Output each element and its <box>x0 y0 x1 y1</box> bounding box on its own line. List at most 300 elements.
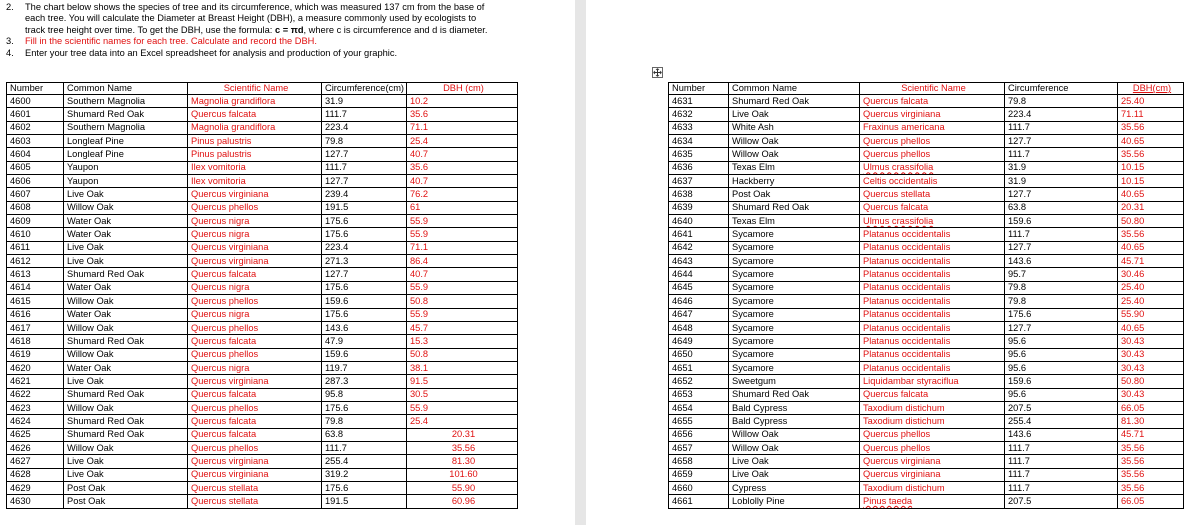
scientific-name-cell[interactable]: Quercus phellos <box>188 201 322 214</box>
tree-number-cell[interactable]: 4610 <box>7 228 64 241</box>
dbh-cell[interactable]: 38.1 <box>407 361 518 374</box>
dbh-cell[interactable]: 81.30 <box>407 455 518 468</box>
circumference-cell[interactable]: 63.8 <box>322 428 407 441</box>
circumference-cell[interactable]: 191.5 <box>322 495 407 508</box>
tree-number-cell[interactable]: 4623 <box>7 401 64 414</box>
circumference-cell[interactable]: 255.4 <box>1005 415 1118 428</box>
scientific-name-cell[interactable]: Pinus palustris <box>188 148 322 161</box>
dbh-cell[interactable]: 35.6 <box>407 108 518 121</box>
circumference-cell[interactable]: 175.6 <box>322 481 407 494</box>
common-name-cell[interactable]: Sycamore <box>729 335 860 348</box>
scientific-name-cell[interactable]: Platanus occidentalis <box>860 268 1005 281</box>
circumference-cell[interactable]: 239.4 <box>322 188 407 201</box>
circumference-cell[interactable]: 159.6 <box>322 295 407 308</box>
tree-number-cell[interactable]: 4656 <box>669 428 729 441</box>
circumference-cell[interactable]: 175.6 <box>322 281 407 294</box>
common-name-cell[interactable]: Yaupon <box>64 161 188 174</box>
tree-number-cell[interactable]: 4641 <box>669 228 729 241</box>
circumference-cell[interactable]: 31.9 <box>322 95 407 108</box>
common-name-cell[interactable]: Live Oak <box>64 375 188 388</box>
circumference-cell[interactable]: 175.6 <box>322 215 407 228</box>
common-name-cell[interactable]: Water Oak <box>64 361 188 374</box>
tree-number-cell[interactable]: 4660 <box>669 481 729 494</box>
tree-number-cell[interactable]: 4638 <box>669 188 729 201</box>
circumference-cell[interactable]: 159.6 <box>1005 375 1118 388</box>
tree-number-cell[interactable]: 4648 <box>669 321 729 334</box>
circumference-cell[interactable]: 159.6 <box>1005 215 1118 228</box>
common-name-cell[interactable]: Willow Oak <box>729 135 860 148</box>
circumference-cell[interactable]: 95.7 <box>1005 268 1118 281</box>
tree-number-cell[interactable]: 4609 <box>7 215 64 228</box>
circumference-cell[interactable]: 175.6 <box>322 308 407 321</box>
common-name-cell[interactable]: Live Oak <box>64 241 188 254</box>
circumference-cell[interactable]: 223.4 <box>322 121 407 134</box>
tree-number-cell[interactable]: 4657 <box>669 441 729 454</box>
scientific-name-cell[interactable]: Quercus falcata <box>188 428 322 441</box>
common-name-cell[interactable]: Willow Oak <box>64 441 188 454</box>
dbh-cell[interactable]: 30.43 <box>1118 335 1184 348</box>
circumference-cell[interactable]: 127.7 <box>322 148 407 161</box>
dbh-cell[interactable]: 40.7 <box>407 148 518 161</box>
common-name-cell[interactable]: Sycamore <box>729 228 860 241</box>
circumference-cell[interactable]: 287.3 <box>322 375 407 388</box>
tree-number-cell[interactable]: 4647 <box>669 308 729 321</box>
tree-number-cell[interactable]: 4600 <box>7 95 64 108</box>
circumference-cell[interactable]: 95.8 <box>322 388 407 401</box>
dbh-cell[interactable]: 25.40 <box>1118 295 1184 308</box>
dbh-cell[interactable]: 35.56 <box>1118 481 1184 494</box>
tree-number-cell[interactable]: 4642 <box>669 241 729 254</box>
common-name-cell[interactable]: Shumard Red Oak <box>64 388 188 401</box>
dbh-cell[interactable]: 10.15 <box>1118 175 1184 188</box>
tree-number-cell[interactable]: 4630 <box>7 495 64 508</box>
common-name-cell[interactable]: Texas Elm <box>729 161 860 174</box>
scientific-name-cell[interactable]: Quercus phellos <box>860 135 1005 148</box>
common-name-cell[interactable]: Shumard Red Oak <box>64 415 188 428</box>
common-name-cell[interactable]: Water Oak <box>64 281 188 294</box>
circumference-cell[interactable]: 95.6 <box>1005 388 1118 401</box>
dbh-cell[interactable]: 55.90 <box>1118 308 1184 321</box>
scientific-name-cell[interactable]: Magnolia grandiflora <box>188 95 322 108</box>
common-name-cell[interactable]: Yaupon <box>64 175 188 188</box>
tree-number-cell[interactable]: 4603 <box>7 135 64 148</box>
common-name-cell[interactable]: Post Oak <box>64 481 188 494</box>
common-name-cell[interactable]: Sycamore <box>729 281 860 294</box>
tree-number-cell[interactable]: 4634 <box>669 135 729 148</box>
scientific-name-cell[interactable]: Quercus falcata <box>860 388 1005 401</box>
tree-number-cell[interactable]: 4620 <box>7 361 64 374</box>
scientific-name-cell[interactable]: Platanus occidentalis <box>860 295 1005 308</box>
scientific-name-cell[interactable]: Quercus virginiana <box>860 108 1005 121</box>
scientific-name-cell[interactable]: Platanus occidentalis <box>860 361 1005 374</box>
dbh-cell[interactable]: 30.46 <box>1118 268 1184 281</box>
common-name-cell[interactable]: Shumard Red Oak <box>64 335 188 348</box>
tree-number-cell[interactable]: 4653 <box>669 388 729 401</box>
dbh-cell[interactable]: 20.31 <box>1118 201 1184 214</box>
scientific-name-cell[interactable]: Ulmus crassifolia <box>860 161 1005 174</box>
tree-number-cell[interactable]: 4640 <box>669 215 729 228</box>
circumference-cell[interactable]: 127.7 <box>1005 135 1118 148</box>
dbh-cell[interactable]: 40.7 <box>407 175 518 188</box>
scientific-name-cell[interactable]: Quercus nigra <box>188 308 322 321</box>
common-name-cell[interactable]: Sycamore <box>729 308 860 321</box>
dbh-cell[interactable]: 45.7 <box>407 321 518 334</box>
tree-number-cell[interactable]: 4604 <box>7 148 64 161</box>
common-name-cell[interactable]: Water Oak <box>64 308 188 321</box>
tree-number-cell[interactable]: 4624 <box>7 415 64 428</box>
scientific-name-cell[interactable]: Celtis occidentalis <box>860 175 1005 188</box>
circumference-cell[interactable]: 95.6 <box>1005 348 1118 361</box>
common-name-cell[interactable]: Texas Elm <box>729 215 860 228</box>
tree-number-cell[interactable]: 4628 <box>7 468 64 481</box>
dbh-cell[interactable]: 40.65 <box>1118 241 1184 254</box>
tree-data-table-right[interactable] <box>668 82 1184 509</box>
scientific-name-cell[interactable]: Platanus occidentalis <box>860 228 1005 241</box>
tree-number-cell[interactable]: 4659 <box>669 468 729 481</box>
dbh-cell[interactable]: 30.43 <box>1118 348 1184 361</box>
dbh-cell[interactable]: 50.8 <box>407 295 518 308</box>
tree-number-cell[interactable]: 4625 <box>7 428 64 441</box>
tree-number-cell[interactable]: 4601 <box>7 108 64 121</box>
dbh-cell[interactable]: 40.65 <box>1118 188 1184 201</box>
circumference-cell[interactable]: 31.9 <box>1005 175 1118 188</box>
circumference-cell[interactable]: 111.7 <box>322 441 407 454</box>
circumference-cell[interactable]: 223.4 <box>322 241 407 254</box>
dbh-cell[interactable]: 35.56 <box>1118 441 1184 454</box>
dbh-cell[interactable]: 66.05 <box>1118 495 1184 508</box>
circumference-cell[interactable]: 111.7 <box>1005 455 1118 468</box>
dbh-cell[interactable]: 50.80 <box>1118 215 1184 228</box>
dbh-cell[interactable]: 35.6 <box>407 161 518 174</box>
circumference-cell[interactable]: 207.5 <box>1005 401 1118 414</box>
common-name-cell[interactable]: Hackberry <box>729 175 860 188</box>
tree-number-cell[interactable]: 4621 <box>7 375 64 388</box>
scientific-name-cell[interactable]: Quercus falcata <box>860 201 1005 214</box>
dbh-cell[interactable]: 15.3 <box>407 335 518 348</box>
circumference-cell[interactable]: 255.4 <box>322 455 407 468</box>
common-name-cell[interactable]: Sycamore <box>729 255 860 268</box>
tree-number-cell[interactable]: 4635 <box>669 148 729 161</box>
tree-number-cell[interactable]: 4661 <box>669 495 729 508</box>
scientific-name-cell[interactable]: Platanus occidentalis <box>860 241 1005 254</box>
common-name-cell[interactable]: Willow Oak <box>64 201 188 214</box>
common-name-cell[interactable]: Willow Oak <box>64 401 188 414</box>
circumference-cell[interactable]: 95.6 <box>1005 335 1118 348</box>
tree-number-cell[interactable]: 4650 <box>669 348 729 361</box>
circumference-cell[interactable]: 127.7 <box>322 268 407 281</box>
dbh-cell[interactable]: 25.4 <box>407 135 518 148</box>
move-icon[interactable] <box>652 67 663 78</box>
scientific-name-cell[interactable]: Ilex vomitoria <box>188 161 322 174</box>
circumference-cell[interactable]: 111.7 <box>1005 481 1118 494</box>
tree-number-cell[interactable]: 4652 <box>669 375 729 388</box>
scientific-name-cell[interactable]: Ulmus crassifolia <box>860 215 1005 228</box>
tree-number-cell[interactable]: 4614 <box>7 281 64 294</box>
tree-number-cell[interactable]: 4631 <box>669 95 729 108</box>
common-name-cell[interactable]: Shumard Red Oak <box>729 201 860 214</box>
scientific-name-cell[interactable]: Platanus occidentalis <box>860 348 1005 361</box>
dbh-cell[interactable]: 55.9 <box>407 281 518 294</box>
dbh-cell[interactable]: 86.4 <box>407 255 518 268</box>
scientific-name-cell[interactable]: Quercus virginiana <box>188 255 322 268</box>
tree-number-cell[interactable]: 4643 <box>669 255 729 268</box>
tree-number-cell[interactable]: 4617 <box>7 321 64 334</box>
common-name-cell[interactable]: Sycamore <box>729 361 860 374</box>
common-name-cell[interactable]: Bald Cypress <box>729 415 860 428</box>
dbh-cell[interactable]: 45.71 <box>1118 428 1184 441</box>
common-name-cell[interactable]: Willow Oak <box>729 441 860 454</box>
circumference-cell[interactable]: 79.8 <box>322 135 407 148</box>
scientific-name-cell[interactable]: Quercus falcata <box>188 268 322 281</box>
circumference-cell[interactable]: 191.5 <box>322 201 407 214</box>
circumference-cell[interactable]: 319.2 <box>322 468 407 481</box>
scientific-name-cell[interactable]: Taxodium distichum <box>860 415 1005 428</box>
common-name-cell[interactable]: Live Oak <box>729 468 860 481</box>
dbh-cell[interactable]: 25.40 <box>1118 95 1184 108</box>
scientific-name-cell[interactable]: Quercus virginiana <box>860 455 1005 468</box>
tree-number-cell[interactable]: 4613 <box>7 268 64 281</box>
common-name-cell[interactable]: Sycamore <box>729 295 860 308</box>
circumference-cell[interactable]: 47.9 <box>322 335 407 348</box>
dbh-cell[interactable]: 71.1 <box>407 241 518 254</box>
scientific-name-cell[interactable]: Quercus nigra <box>188 361 322 374</box>
circumference-cell[interactable]: 143.6 <box>1005 428 1118 441</box>
common-name-cell[interactable]: Southern Magnolia <box>64 121 188 134</box>
circumference-cell[interactable]: 79.8 <box>1005 281 1118 294</box>
tree-number-cell[interactable]: 4637 <box>669 175 729 188</box>
circumference-cell[interactable]: 111.7 <box>1005 121 1118 134</box>
common-name-cell[interactable]: Willow Oak <box>729 428 860 441</box>
dbh-cell[interactable]: 10.15 <box>1118 161 1184 174</box>
scientific-name-cell[interactable]: Platanus occidentalis <box>860 255 1005 268</box>
common-name-cell[interactable]: Sycamore <box>729 241 860 254</box>
dbh-cell[interactable]: 25.4 <box>407 415 518 428</box>
common-name-cell[interactable]: Southern Magnolia <box>64 95 188 108</box>
dbh-cell[interactable]: 50.8 <box>407 348 518 361</box>
common-name-cell[interactable]: Post Oak <box>729 188 860 201</box>
circumference-cell[interactable]: 111.7 <box>1005 148 1118 161</box>
dbh-cell[interactable]: 61 <box>407 201 518 214</box>
common-name-cell[interactable]: Loblolly Pine <box>729 495 860 508</box>
circumference-cell[interactable]: 271.3 <box>322 255 407 268</box>
circumference-cell[interactable]: 127.7 <box>1005 241 1118 254</box>
scientific-name-cell[interactable]: Quercus phellos <box>188 295 322 308</box>
tree-number-cell[interactable]: 4616 <box>7 308 64 321</box>
circumference-cell[interactable]: 63.8 <box>1005 201 1118 214</box>
tree-number-cell[interactable]: 4645 <box>669 281 729 294</box>
tree-number-cell[interactable]: 4658 <box>669 455 729 468</box>
dbh-cell[interactable]: 35.56 <box>1118 121 1184 134</box>
circumference-cell[interactable]: 175.6 <box>1005 308 1118 321</box>
scientific-name-cell[interactable]: Quercus phellos <box>860 441 1005 454</box>
dbh-cell[interactable]: 20.31 <box>407 428 518 441</box>
tree-number-cell[interactable]: 4619 <box>7 348 64 361</box>
scientific-name-cell[interactable]: Quercus stellata <box>860 188 1005 201</box>
tree-number-cell[interactable]: 4622 <box>7 388 64 401</box>
scientific-name-cell[interactable]: Pinus palustris <box>188 135 322 148</box>
common-name-cell[interactable]: Water Oak <box>64 228 188 241</box>
tree-number-cell[interactable]: 4646 <box>669 295 729 308</box>
tree-number-cell[interactable]: 4626 <box>7 441 64 454</box>
scientific-name-cell[interactable]: Quercus virginiana <box>188 455 322 468</box>
scientific-name-cell[interactable]: Quercus stellata <box>188 481 322 494</box>
common-name-cell[interactable]: Shumard Red Oak <box>729 388 860 401</box>
scientific-name-cell[interactable]: Quercus virginiana <box>188 188 322 201</box>
common-name-cell[interactable]: Shumard Red Oak <box>64 108 188 121</box>
common-name-cell[interactable]: Live Oak <box>64 468 188 481</box>
common-name-cell[interactable]: Shumard Red Oak <box>64 428 188 441</box>
scientific-name-cell[interactable]: Platanus occidentalis <box>860 321 1005 334</box>
dbh-cell[interactable]: 40.65 <box>1118 321 1184 334</box>
scientific-name-cell[interactable]: Quercus nigra <box>188 215 322 228</box>
circumference-cell[interactable]: 111.7 <box>322 161 407 174</box>
dbh-cell[interactable]: 55.9 <box>407 215 518 228</box>
common-name-cell[interactable]: Post Oak <box>64 495 188 508</box>
scientific-name-cell[interactable]: Taxodium distichum <box>860 401 1005 414</box>
circumference-cell[interactable]: 111.7 <box>322 108 407 121</box>
common-name-cell[interactable]: Shumard Red Oak <box>729 95 860 108</box>
circumference-cell[interactable]: 143.6 <box>322 321 407 334</box>
common-name-cell[interactable]: Sycamore <box>729 348 860 361</box>
tree-number-cell[interactable]: 4607 <box>7 188 64 201</box>
tree-number-cell[interactable]: 4651 <box>669 361 729 374</box>
common-name-cell[interactable]: Willow Oak <box>64 348 188 361</box>
tree-number-cell[interactable]: 4654 <box>669 401 729 414</box>
circumference-cell[interactable]: 31.9 <box>1005 161 1118 174</box>
tree-data-table-left[interactable] <box>6 82 518 509</box>
tree-number-cell[interactable]: 4606 <box>7 175 64 188</box>
tree-number-cell[interactable]: 4633 <box>669 121 729 134</box>
circumference-cell[interactable]: 127.7 <box>1005 321 1118 334</box>
dbh-cell[interactable]: 60.96 <box>407 495 518 508</box>
common-name-cell[interactable]: Shumard Red Oak <box>64 268 188 281</box>
dbh-cell[interactable]: 30.43 <box>1118 388 1184 401</box>
common-name-cell[interactable]: Longleaf Pine <box>64 148 188 161</box>
tree-number-cell[interactable]: 4627 <box>7 455 64 468</box>
dbh-cell[interactable]: 81.30 <box>1118 415 1184 428</box>
tree-number-cell[interactable]: 4636 <box>669 161 729 174</box>
dbh-cell[interactable]: 30.43 <box>1118 361 1184 374</box>
circumference-cell[interactable]: 223.4 <box>1005 108 1118 121</box>
dbh-cell[interactable]: 66.05 <box>1118 401 1184 414</box>
scientific-name-cell[interactable]: Fraxinus americana <box>860 121 1005 134</box>
scientific-name-cell[interactable]: Quercus nigra <box>188 281 322 294</box>
tree-number-cell[interactable]: 4615 <box>7 295 64 308</box>
tree-number-cell[interactable]: 4618 <box>7 335 64 348</box>
common-name-cell[interactable]: Sweetgum <box>729 375 860 388</box>
dbh-cell[interactable]: 55.9 <box>407 308 518 321</box>
common-name-cell[interactable]: Cypress <box>729 481 860 494</box>
scientific-name-cell[interactable]: Quercus stellata <box>188 495 322 508</box>
circumference-cell[interactable]: 207.5 <box>1005 495 1118 508</box>
tree-number-cell[interactable]: 4608 <box>7 201 64 214</box>
common-name-cell[interactable]: Bald Cypress <box>729 401 860 414</box>
dbh-cell[interactable]: 30.5 <box>407 388 518 401</box>
tree-number-cell[interactable]: 4639 <box>669 201 729 214</box>
scientific-name-cell[interactable]: Quercus phellos <box>188 321 322 334</box>
scientific-name-cell[interactable]: Quercus nigra <box>188 228 322 241</box>
scientific-name-cell[interactable]: Liquidambar styraciflua <box>860 375 1005 388</box>
scientific-name-cell[interactable]: Pinus taeda <box>860 495 1005 508</box>
tree-number-cell[interactable]: 4655 <box>669 415 729 428</box>
tree-number-cell[interactable]: 4632 <box>669 108 729 121</box>
circumference-cell[interactable]: 111.7 <box>1005 228 1118 241</box>
circumference-cell[interactable]: 111.7 <box>1005 441 1118 454</box>
scientific-name-cell[interactable]: Quercus phellos <box>188 348 322 361</box>
tree-number-cell[interactable]: 4605 <box>7 161 64 174</box>
scientific-name-cell[interactable]: Quercus falcata <box>860 95 1005 108</box>
dbh-cell[interactable]: 45.71 <box>1118 255 1184 268</box>
scientific-name-cell[interactable]: Ilex vomitoria <box>188 175 322 188</box>
scientific-name-cell[interactable]: Quercus phellos <box>860 148 1005 161</box>
scientific-name-cell[interactable]: Quercus virginiana <box>188 468 322 481</box>
dbh-cell[interactable]: 91.5 <box>407 375 518 388</box>
dbh-cell[interactable]: 40.7 <box>407 268 518 281</box>
tree-number-cell[interactable]: 4629 <box>7 481 64 494</box>
common-name-cell[interactable]: White Ash <box>729 121 860 134</box>
dbh-cell[interactable]: 40.65 <box>1118 135 1184 148</box>
scientific-name-cell[interactable]: Platanus occidentalis <box>860 281 1005 294</box>
common-name-cell[interactable]: Live Oak <box>729 455 860 468</box>
common-name-cell[interactable]: Willow Oak <box>64 295 188 308</box>
common-name-cell[interactable]: Live Oak <box>64 455 188 468</box>
scientific-name-cell[interactable]: Quercus falcata <box>188 388 322 401</box>
dbh-cell[interactable]: 71.11 <box>1118 108 1184 121</box>
common-name-cell[interactable]: Sycamore <box>729 268 860 281</box>
tree-number-cell[interactable]: 4649 <box>669 335 729 348</box>
dbh-cell[interactable]: 76.2 <box>407 188 518 201</box>
circumference-cell[interactable]: 127.7 <box>322 175 407 188</box>
common-name-cell[interactable]: Sycamore <box>729 321 860 334</box>
scientific-name-cell[interactable]: Quercus falcata <box>188 415 322 428</box>
dbh-cell[interactable]: 35.56 <box>1118 228 1184 241</box>
circumference-cell[interactable]: 143.6 <box>1005 255 1118 268</box>
dbh-cell[interactable]: 35.56 <box>1118 148 1184 161</box>
dbh-cell[interactable]: 50.80 <box>1118 375 1184 388</box>
scientific-name-cell[interactable]: Platanus occidentalis <box>860 308 1005 321</box>
tree-number-cell[interactable]: 4612 <box>7 255 64 268</box>
tree-number-cell[interactable]: 4644 <box>669 268 729 281</box>
scientific-name-cell[interactable]: Quercus phellos <box>188 401 322 414</box>
tree-number-cell[interactable]: 4611 <box>7 241 64 254</box>
dbh-cell[interactable]: 35.56 <box>1118 468 1184 481</box>
scientific-name-cell[interactable]: Quercus falcata <box>188 108 322 121</box>
scientific-name-cell[interactable]: Quercus phellos <box>188 441 322 454</box>
dbh-cell[interactable]: 71.1 <box>407 121 518 134</box>
scientific-name-cell[interactable]: Platanus occidentalis <box>860 335 1005 348</box>
dbh-cell[interactable]: 101.60 <box>407 468 518 481</box>
circumference-cell[interactable]: 79.8 <box>1005 95 1118 108</box>
scientific-name-cell[interactable]: Taxodium distichum <box>860 481 1005 494</box>
scientific-name-cell[interactable]: Quercus phellos <box>860 428 1005 441</box>
circumference-cell[interactable]: 159.6 <box>322 348 407 361</box>
circumference-cell[interactable]: 127.7 <box>1005 188 1118 201</box>
common-name-cell[interactable]: Live Oak <box>729 108 860 121</box>
dbh-cell[interactable]: 55.9 <box>407 228 518 241</box>
circumference-cell[interactable]: 79.8 <box>1005 295 1118 308</box>
common-name-cell[interactable]: Water Oak <box>64 215 188 228</box>
common-name-cell[interactable]: Live Oak <box>64 255 188 268</box>
circumference-cell[interactable]: 111.7 <box>1005 468 1118 481</box>
scientific-name-cell[interactable]: Magnolia grandiflora <box>188 121 322 134</box>
scientific-name-cell[interactable]: Quercus virginiana <box>188 241 322 254</box>
circumference-cell[interactable]: 175.6 <box>322 401 407 414</box>
tree-number-cell[interactable]: 4602 <box>7 121 64 134</box>
dbh-cell[interactable]: 25.40 <box>1118 281 1184 294</box>
circumference-cell[interactable]: 175.6 <box>322 228 407 241</box>
dbh-cell[interactable]: 35.56 <box>407 441 518 454</box>
dbh-cell[interactable]: 55.9 <box>407 401 518 414</box>
